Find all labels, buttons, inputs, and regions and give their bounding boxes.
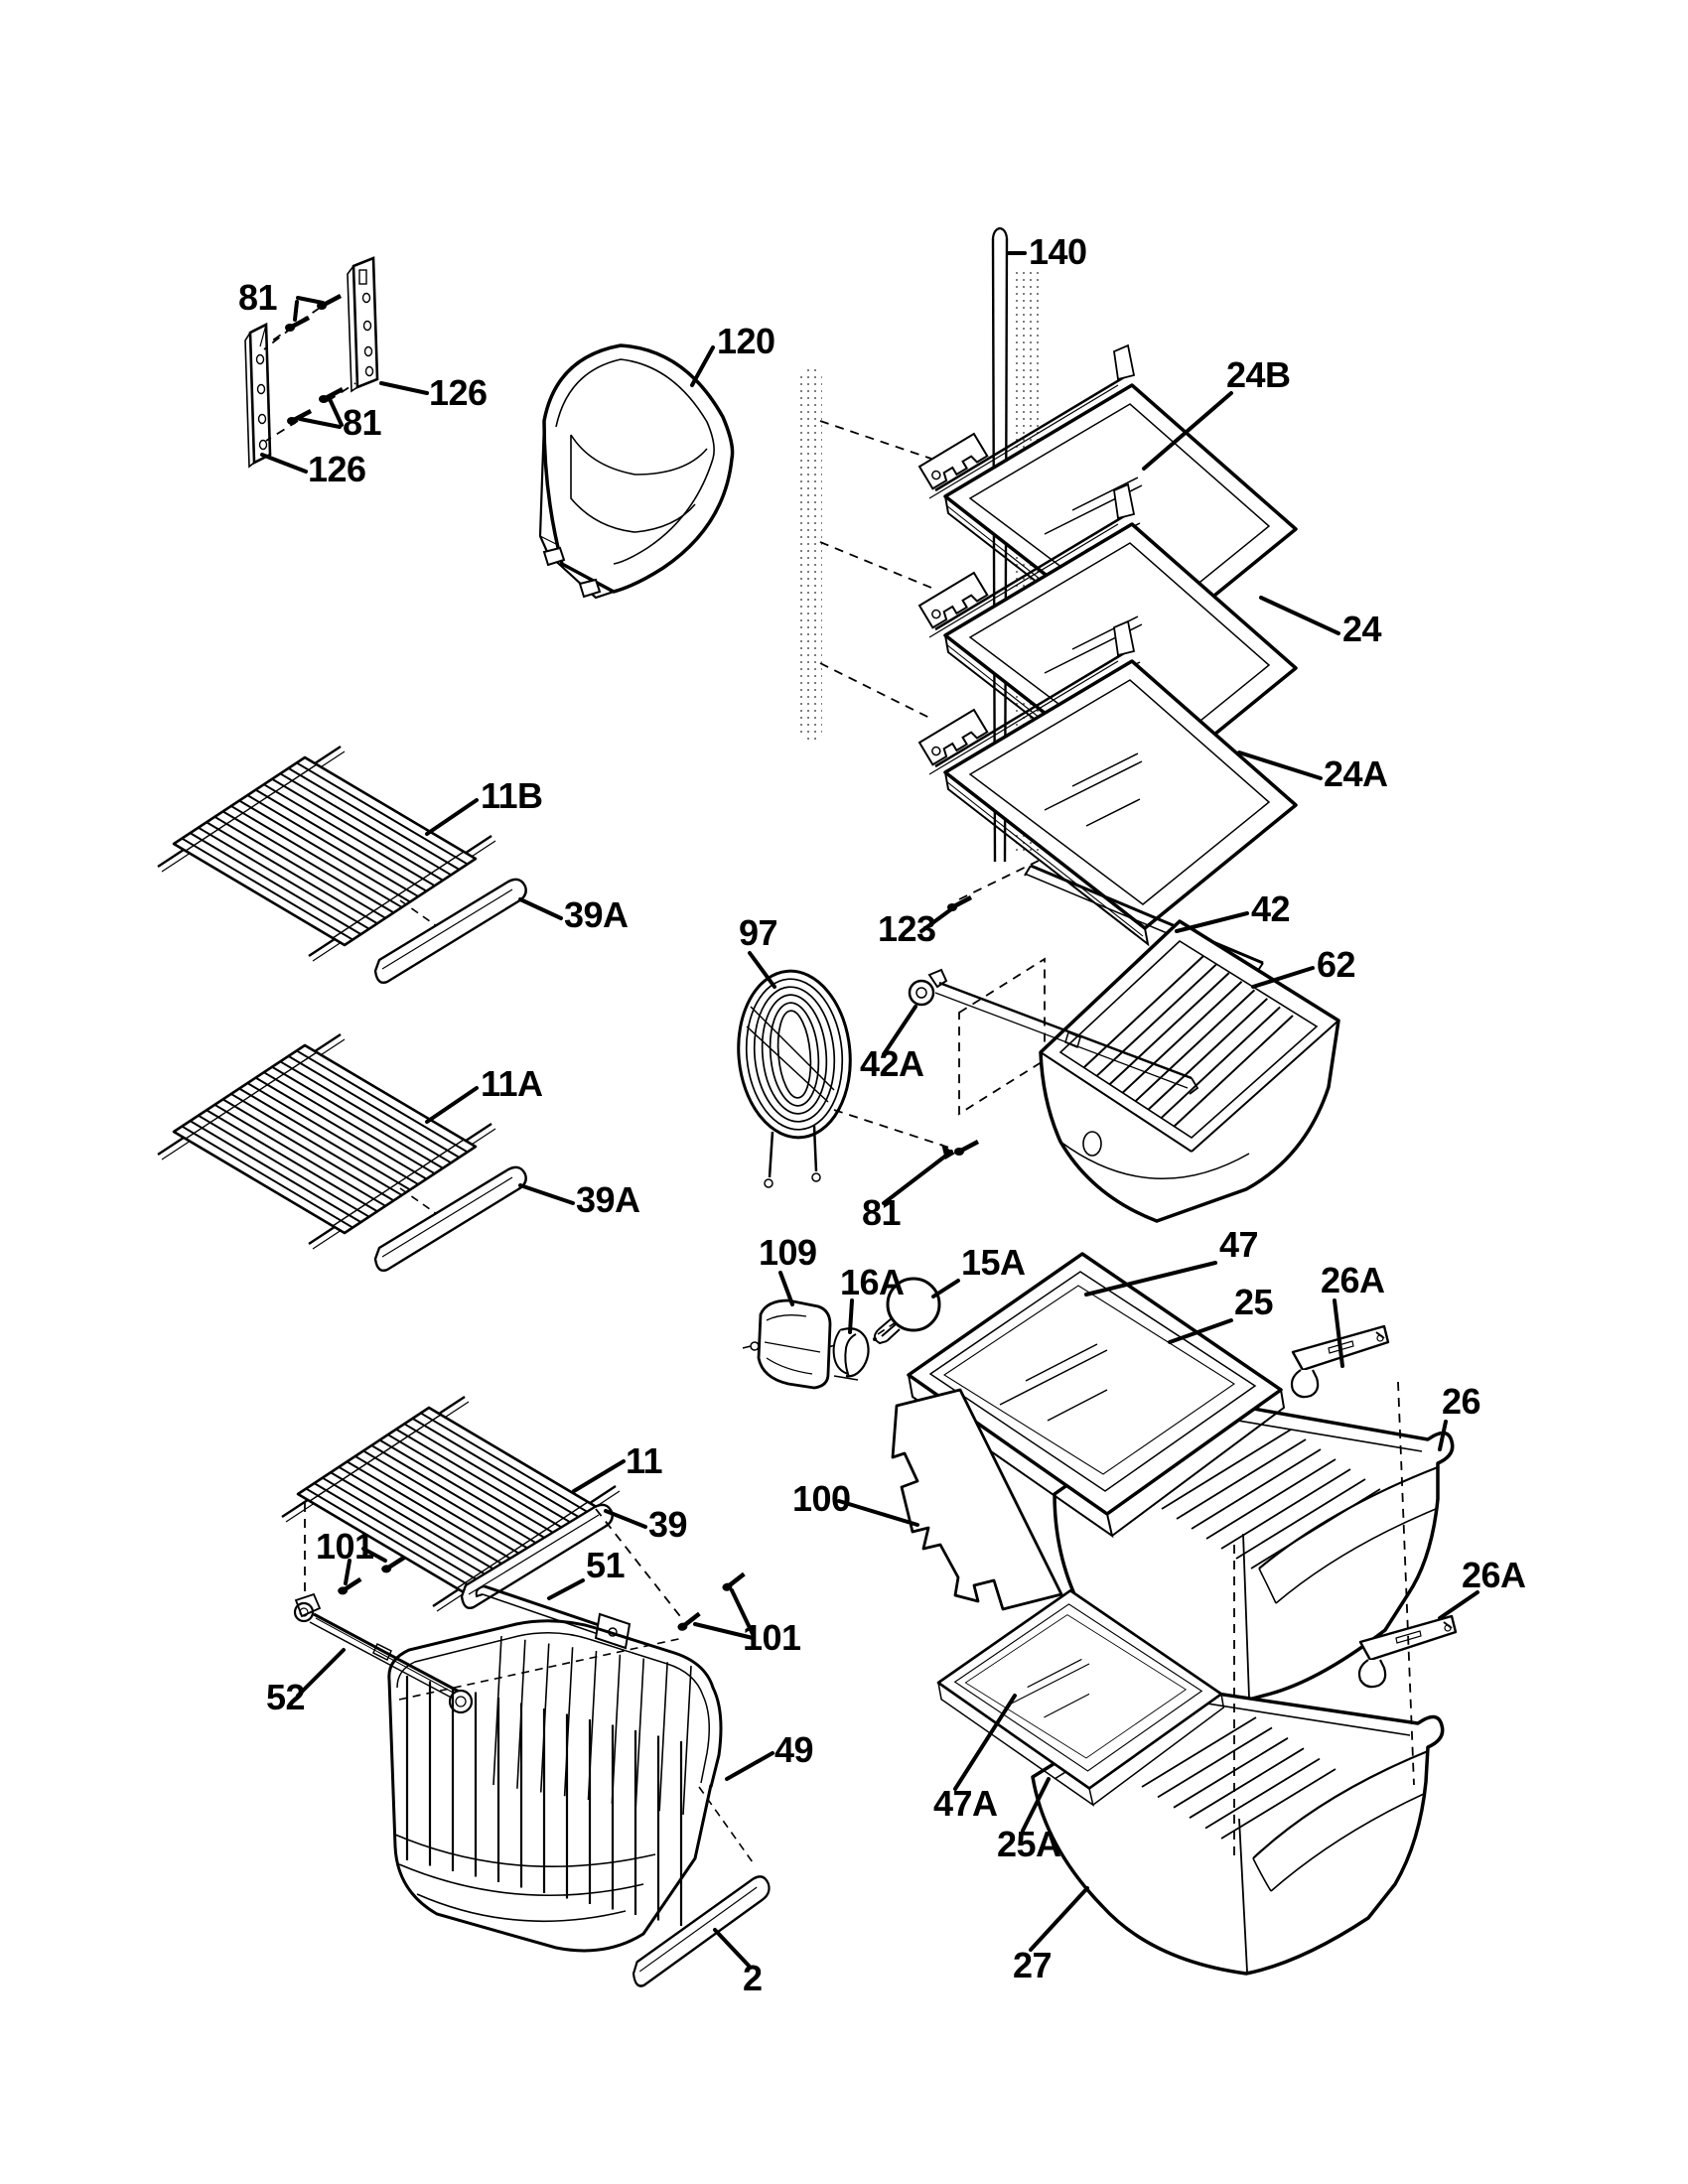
mounting-bracket-left xyxy=(245,325,270,467)
freezer-basket-49 xyxy=(389,1621,721,1951)
callout-109: 109 xyxy=(759,1232,817,1273)
callout-47: 47 xyxy=(1219,1224,1259,1265)
callout-26: 26 xyxy=(1442,1381,1481,1422)
callout-42A: 42A xyxy=(860,1043,924,1084)
gasket-strip xyxy=(800,367,822,743)
callout-11: 11 xyxy=(626,1440,663,1481)
callout-24: 24 xyxy=(1342,609,1382,649)
rack-dash-lower xyxy=(400,1188,437,1214)
screw-81 xyxy=(954,1142,978,1156)
callout-25: 25 xyxy=(1234,1282,1274,1322)
callout-11A: 11A xyxy=(481,1063,543,1104)
gasket-dashed-leaders xyxy=(820,421,931,719)
door-bin-120 xyxy=(540,345,733,598)
mounting-bracket-right xyxy=(348,258,377,391)
callout-27: 27 xyxy=(1013,1945,1053,1985)
callout-126-right: 126 xyxy=(429,372,488,413)
callout-47A: 47A xyxy=(933,1783,998,1824)
wire-shelf-11 xyxy=(282,1397,620,1611)
callout-81-mid: 81 xyxy=(343,402,382,443)
callout-81-coil: 81 xyxy=(862,1192,902,1233)
crisper-pan-62 xyxy=(1041,921,1338,1221)
callout-25A: 25A xyxy=(997,1824,1061,1864)
callout-15A: 15A xyxy=(961,1242,1026,1283)
callout-39A-upper: 39A xyxy=(564,894,629,935)
callout-24A: 24A xyxy=(1324,753,1388,794)
callout-51: 51 xyxy=(586,1545,626,1585)
callout-140: 140 xyxy=(1029,231,1087,272)
callout-97: 97 xyxy=(739,912,778,953)
callout-49: 49 xyxy=(774,1729,814,1770)
lamp-cover-109 xyxy=(743,1300,830,1388)
callout-123: 123 xyxy=(878,908,936,949)
dashed-alignment-box xyxy=(959,858,1045,1114)
rack-dash-upper xyxy=(400,900,437,926)
callout-16A: 16A xyxy=(840,1262,905,1302)
callout-100: 100 xyxy=(792,1478,851,1519)
callout-26A-upper: 26A xyxy=(1321,1260,1385,1300)
callout-39: 39 xyxy=(648,1504,688,1545)
callout-120: 120 xyxy=(717,321,775,361)
callout-11B: 11B xyxy=(481,775,543,816)
callout-126-bottom: 126 xyxy=(308,449,366,489)
callout-81-top: 81 xyxy=(238,277,278,318)
callout-39A-lower: 39A xyxy=(576,1179,640,1220)
callout-2: 2 xyxy=(743,1958,763,1998)
basket-rail-52 xyxy=(295,1594,472,1712)
coil-97 xyxy=(732,966,857,1187)
callout-62: 62 xyxy=(1317,944,1356,985)
callout-24B: 24B xyxy=(1226,354,1291,395)
callout-101-right: 101 xyxy=(743,1617,801,1658)
callout-52: 52 xyxy=(266,1677,306,1717)
callout-42: 42 xyxy=(1251,888,1291,929)
lamp-socket-16A xyxy=(834,1328,869,1380)
callout-26A-lower: 26A xyxy=(1462,1555,1526,1595)
coil-dashed-line xyxy=(834,1110,949,1148)
callout-101-left: 101 xyxy=(316,1526,374,1567)
